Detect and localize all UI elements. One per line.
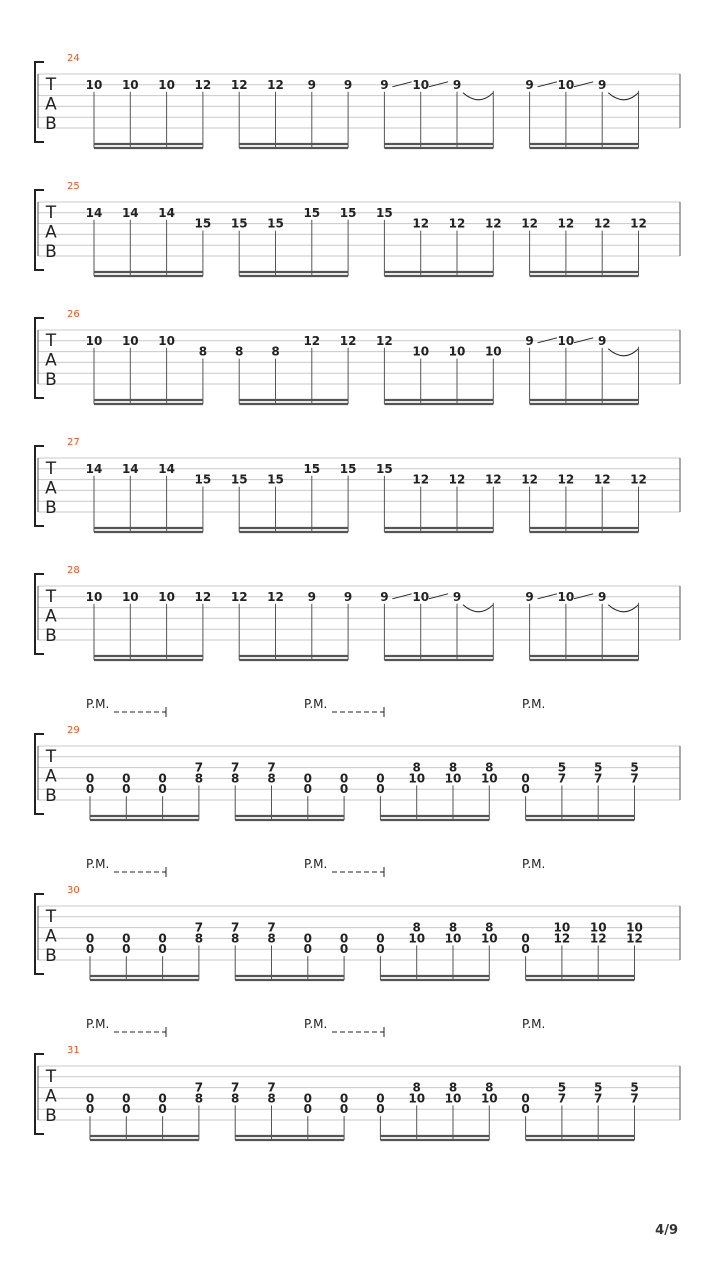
tab-clef-letter: T bbox=[45, 331, 57, 351]
fret-number: 5 bbox=[594, 1080, 603, 1095]
fret-number: 7 bbox=[194, 760, 204, 775]
measure-number: 29 bbox=[67, 725, 80, 736]
fret-number: 9 bbox=[343, 77, 353, 92]
fret-number: 15 bbox=[303, 461, 321, 476]
measure-number: 26 bbox=[67, 309, 80, 320]
fret-number: 0 bbox=[303, 1102, 312, 1117]
tab-clef-letter: B bbox=[45, 786, 57, 806]
fret-number: 8 bbox=[485, 1080, 494, 1095]
fret-number: 9 bbox=[343, 589, 353, 604]
fret-number: 0 bbox=[85, 1102, 95, 1117]
fret-number: 12 bbox=[267, 589, 284, 604]
tab-system bbox=[35, 1017, 680, 1140]
fret-number: 12 bbox=[230, 77, 248, 92]
fret-number: 0 bbox=[376, 931, 385, 946]
fret-number: 0 bbox=[122, 1102, 131, 1117]
tab-system bbox=[35, 53, 680, 148]
fret-number: 8 bbox=[485, 760, 494, 775]
fret-number: 10 bbox=[484, 344, 502, 359]
bend-arc bbox=[463, 605, 493, 612]
fret-number: 10 bbox=[589, 920, 607, 935]
fret-number: 12 bbox=[303, 333, 321, 348]
fret-number: 8 bbox=[235, 344, 244, 359]
bend-arc bbox=[608, 605, 638, 612]
tab-clef-letter: B bbox=[45, 946, 57, 966]
fret-number: 12 bbox=[557, 472, 575, 487]
fret-number: 8 bbox=[198, 344, 208, 359]
fret-number: 12 bbox=[376, 333, 393, 348]
fret-number: 15 bbox=[230, 472, 248, 487]
fret-number: 10 bbox=[557, 77, 575, 92]
fret-number: 9 bbox=[525, 589, 534, 604]
fret-number: 10 bbox=[121, 77, 139, 92]
fret-number: 12 bbox=[194, 589, 212, 604]
fret-number: 0 bbox=[521, 1102, 530, 1117]
fret-number: 12 bbox=[339, 333, 357, 348]
fret-number: 7 bbox=[231, 920, 240, 935]
fret-number: 7 bbox=[630, 771, 639, 786]
fret-number: 0 bbox=[521, 771, 530, 786]
tab-system bbox=[35, 697, 680, 820]
tab-clef-letter: A bbox=[45, 1086, 57, 1107]
fret-number: 0 bbox=[122, 771, 131, 786]
fret-number: 8 bbox=[448, 760, 458, 775]
fret-number: 0 bbox=[122, 942, 131, 957]
fret-number: 0 bbox=[339, 771, 349, 786]
fret-number: 0 bbox=[339, 1102, 349, 1117]
fret-number: 9 bbox=[598, 589, 607, 604]
fret-number: 0 bbox=[521, 931, 530, 946]
fret-number: 8 bbox=[231, 931, 240, 946]
tab-clef-letter: T bbox=[45, 907, 57, 927]
fret-number: 10 bbox=[121, 589, 139, 604]
fret-number: 10 bbox=[553, 920, 571, 935]
fret-number: 12 bbox=[412, 216, 430, 231]
tab-clef-letter: B bbox=[45, 1106, 57, 1126]
fret-number: 14 bbox=[85, 461, 103, 476]
bend-arc bbox=[463, 93, 493, 100]
fret-number: 0 bbox=[376, 782, 385, 797]
tab-clef-letter: T bbox=[45, 459, 57, 479]
fret-number: 8 bbox=[194, 931, 204, 946]
fret-number: 10 bbox=[85, 333, 103, 348]
fret-number: 8 bbox=[271, 344, 280, 359]
fret-number: 0 bbox=[303, 1091, 312, 1106]
fret-number: 0 bbox=[303, 931, 312, 946]
fret-number: 10 bbox=[444, 931, 462, 946]
fret-number: 10 bbox=[158, 77, 175, 92]
fret-number: 9 bbox=[452, 77, 462, 92]
fret-number: 15 bbox=[267, 216, 284, 231]
page-number: 4/9 bbox=[655, 1223, 678, 1238]
measure-number: 24 bbox=[67, 53, 80, 64]
fret-number: 7 bbox=[267, 760, 276, 775]
fret-number: 10 bbox=[408, 771, 426, 786]
palm-mute-label: P.M. bbox=[86, 697, 110, 711]
fret-number: 10 bbox=[85, 589, 103, 604]
fret-number: 7 bbox=[594, 1091, 603, 1106]
fret-number: 0 bbox=[158, 782, 167, 797]
fret-number: 14 bbox=[85, 205, 103, 220]
fret-number: 10 bbox=[444, 1091, 462, 1106]
tab-clef-letter: A bbox=[45, 478, 57, 499]
measure-number: 31 bbox=[67, 1045, 80, 1056]
fret-number: 12 bbox=[448, 472, 466, 487]
palm-mute-label: P.M. bbox=[522, 857, 546, 871]
fret-number: 12 bbox=[630, 216, 647, 231]
fret-number: 10 bbox=[626, 920, 643, 935]
fret-number: 5 bbox=[630, 1080, 639, 1095]
fret-number: 0 bbox=[158, 771, 167, 786]
fret-number: 9 bbox=[598, 333, 607, 348]
tab-system bbox=[35, 309, 680, 404]
palm-mute-label: P.M. bbox=[304, 1017, 328, 1031]
fret-number: 15 bbox=[230, 216, 248, 231]
fret-number: 7 bbox=[231, 760, 240, 775]
fret-number: 15 bbox=[376, 461, 393, 476]
fret-number: 0 bbox=[122, 1091, 131, 1106]
fret-number: 15 bbox=[267, 472, 284, 487]
tab-clef-letter: T bbox=[45, 1067, 57, 1087]
tab-clef-letter: A bbox=[45, 222, 57, 243]
fret-number: 12 bbox=[553, 931, 571, 946]
fret-number: 0 bbox=[521, 782, 530, 797]
fret-number: 12 bbox=[484, 472, 502, 487]
fret-number: 0 bbox=[158, 931, 167, 946]
fret-number: 8 bbox=[267, 1091, 276, 1106]
fret-number: 10 bbox=[448, 344, 466, 359]
fret-number: 0 bbox=[303, 942, 312, 957]
tab-clef-letter: A bbox=[45, 350, 57, 371]
fret-number: 0 bbox=[85, 782, 95, 797]
fret-number: 12 bbox=[593, 216, 611, 231]
fret-number: 8 bbox=[412, 760, 421, 775]
fret-number: 0 bbox=[303, 771, 312, 786]
fret-number: 0 bbox=[339, 782, 349, 797]
fret-number: 7 bbox=[557, 1091, 567, 1106]
fret-number: 10 bbox=[412, 77, 430, 92]
fret-number: 5 bbox=[594, 760, 603, 775]
fret-number: 5 bbox=[630, 760, 639, 775]
fret-number: 9 bbox=[380, 589, 389, 604]
tab-clef-letter: T bbox=[45, 75, 57, 95]
tab-clef-letter: B bbox=[45, 626, 57, 646]
fret-number: 0 bbox=[158, 1102, 167, 1117]
fret-number: 12 bbox=[230, 589, 248, 604]
palm-mute-label: P.M. bbox=[522, 1017, 546, 1031]
fret-number: 10 bbox=[408, 1091, 426, 1106]
tab-clef-letter: A bbox=[45, 606, 57, 627]
fret-number: 8 bbox=[412, 920, 421, 935]
fret-number: 0 bbox=[158, 1091, 167, 1106]
palm-mute-label: P.M. bbox=[522, 697, 546, 711]
fret-number: 8 bbox=[194, 771, 204, 786]
fret-number: 0 bbox=[303, 782, 312, 797]
fret-number: 14 bbox=[158, 205, 175, 220]
tab-clef-letter: B bbox=[45, 498, 57, 518]
tab-system bbox=[35, 565, 680, 660]
fret-number: 7 bbox=[267, 1080, 276, 1095]
tab-systems bbox=[35, 53, 680, 1140]
fret-number: 12 bbox=[267, 77, 284, 92]
fret-number: 12 bbox=[557, 216, 575, 231]
fret-number: 9 bbox=[307, 589, 316, 604]
fret-number: 0 bbox=[339, 931, 349, 946]
bend-arc bbox=[608, 349, 638, 356]
fret-number: 7 bbox=[231, 1080, 240, 1095]
fret-number: 0 bbox=[158, 942, 167, 957]
fret-number: 7 bbox=[557, 771, 567, 786]
fret-number: 12 bbox=[593, 472, 611, 487]
fret-number: 10 bbox=[480, 1091, 498, 1106]
fret-number: 8 bbox=[231, 1091, 240, 1106]
fret-number: 0 bbox=[521, 942, 530, 957]
fret-number: 0 bbox=[376, 771, 385, 786]
fret-number: 14 bbox=[121, 205, 139, 220]
fret-number: 8 bbox=[448, 920, 458, 935]
fret-number: 9 bbox=[598, 77, 607, 92]
fret-number: 0 bbox=[85, 942, 95, 957]
fret-number: 7 bbox=[630, 1091, 639, 1106]
tab-clef-letter: T bbox=[45, 747, 57, 767]
fret-number: 12 bbox=[589, 931, 607, 946]
fret-number: 10 bbox=[480, 931, 498, 946]
fret-number: 15 bbox=[339, 205, 357, 220]
fret-number: 14 bbox=[121, 461, 139, 476]
fret-number: 10 bbox=[557, 333, 575, 348]
bend-arc bbox=[608, 93, 638, 100]
fret-number: 8 bbox=[194, 1091, 204, 1106]
fret-number: 0 bbox=[376, 942, 385, 957]
fret-number: 7 bbox=[194, 1080, 204, 1095]
fret-number: 0 bbox=[339, 942, 349, 957]
fret-number: 10 bbox=[158, 589, 175, 604]
tab-system bbox=[35, 857, 680, 980]
fret-number: 7 bbox=[594, 771, 603, 786]
fret-number: 14 bbox=[158, 461, 175, 476]
fret-number: 10 bbox=[412, 344, 430, 359]
fret-number: 15 bbox=[194, 216, 212, 231]
fret-number: 8 bbox=[267, 771, 276, 786]
fret-number: 9 bbox=[525, 77, 534, 92]
fret-number: 0 bbox=[85, 931, 95, 946]
fret-number: 9 bbox=[380, 77, 389, 92]
palm-mute-label: P.M. bbox=[86, 1017, 110, 1031]
fret-number: 0 bbox=[521, 1091, 530, 1106]
fret-number: 10 bbox=[412, 589, 430, 604]
fret-number: 15 bbox=[376, 205, 393, 220]
tab-system bbox=[35, 437, 680, 532]
fret-number: 9 bbox=[525, 333, 534, 348]
fret-number: 10 bbox=[444, 771, 462, 786]
tab-system bbox=[35, 181, 680, 276]
fret-number: 12 bbox=[448, 216, 466, 231]
fret-number: 12 bbox=[521, 216, 538, 231]
tab-clef-letter: T bbox=[45, 587, 57, 607]
fret-number: 8 bbox=[448, 1080, 458, 1095]
tab-clef-letter: A bbox=[45, 926, 57, 947]
fret-number: 0 bbox=[85, 771, 95, 786]
fret-number: 0 bbox=[122, 931, 131, 946]
fret-number: 10 bbox=[557, 589, 575, 604]
fret-number: 15 bbox=[339, 461, 357, 476]
palm-mute-label: P.M. bbox=[304, 697, 328, 711]
measure-number: 27 bbox=[67, 437, 80, 448]
tab-clef-letter: B bbox=[45, 370, 57, 390]
fret-number: 9 bbox=[307, 77, 316, 92]
fret-number: 8 bbox=[485, 920, 494, 935]
measure-number: 25 bbox=[67, 181, 80, 192]
fret-number: 0 bbox=[376, 1102, 385, 1117]
fret-number: 7 bbox=[267, 920, 276, 935]
fret-number: 10 bbox=[158, 333, 175, 348]
fret-number: 10 bbox=[85, 77, 103, 92]
fret-number: 7 bbox=[194, 920, 204, 935]
fret-number: 0 bbox=[339, 1091, 349, 1106]
fret-number: 5 bbox=[557, 760, 567, 775]
palm-mute-label: P.M. bbox=[86, 857, 110, 871]
fret-number: 12 bbox=[626, 931, 643, 946]
fret-number: 8 bbox=[267, 931, 276, 946]
fret-number: 12 bbox=[630, 472, 647, 487]
fret-number: 0 bbox=[376, 1091, 385, 1106]
tab-clef-letter: T bbox=[45, 203, 57, 223]
fret-number: 5 bbox=[557, 1080, 567, 1095]
fret-number: 10 bbox=[408, 931, 426, 946]
fret-number: 12 bbox=[194, 77, 212, 92]
fret-number: 12 bbox=[412, 472, 430, 487]
fret-number: 10 bbox=[480, 771, 498, 786]
tab-clef-letter: B bbox=[45, 242, 57, 262]
fret-number: 15 bbox=[194, 472, 212, 487]
fret-number: 12 bbox=[521, 472, 538, 487]
fret-number: 9 bbox=[452, 589, 462, 604]
fret-number: 8 bbox=[231, 771, 240, 786]
fret-number: 8 bbox=[412, 1080, 421, 1095]
tab-clef-letter: A bbox=[45, 766, 57, 787]
fret-number: 0 bbox=[122, 782, 131, 797]
tab-clef-letter: A bbox=[45, 94, 57, 115]
tab-clef-letter: B bbox=[45, 114, 57, 134]
measure-number: 28 bbox=[67, 565, 80, 576]
fret-number: 12 bbox=[484, 216, 502, 231]
fret-number: 15 bbox=[303, 205, 321, 220]
fret-number: 10 bbox=[121, 333, 139, 348]
measure-number: 30 bbox=[67, 885, 80, 896]
fret-number: 0 bbox=[85, 1091, 95, 1106]
palm-mute-label: P.M. bbox=[304, 857, 328, 871]
